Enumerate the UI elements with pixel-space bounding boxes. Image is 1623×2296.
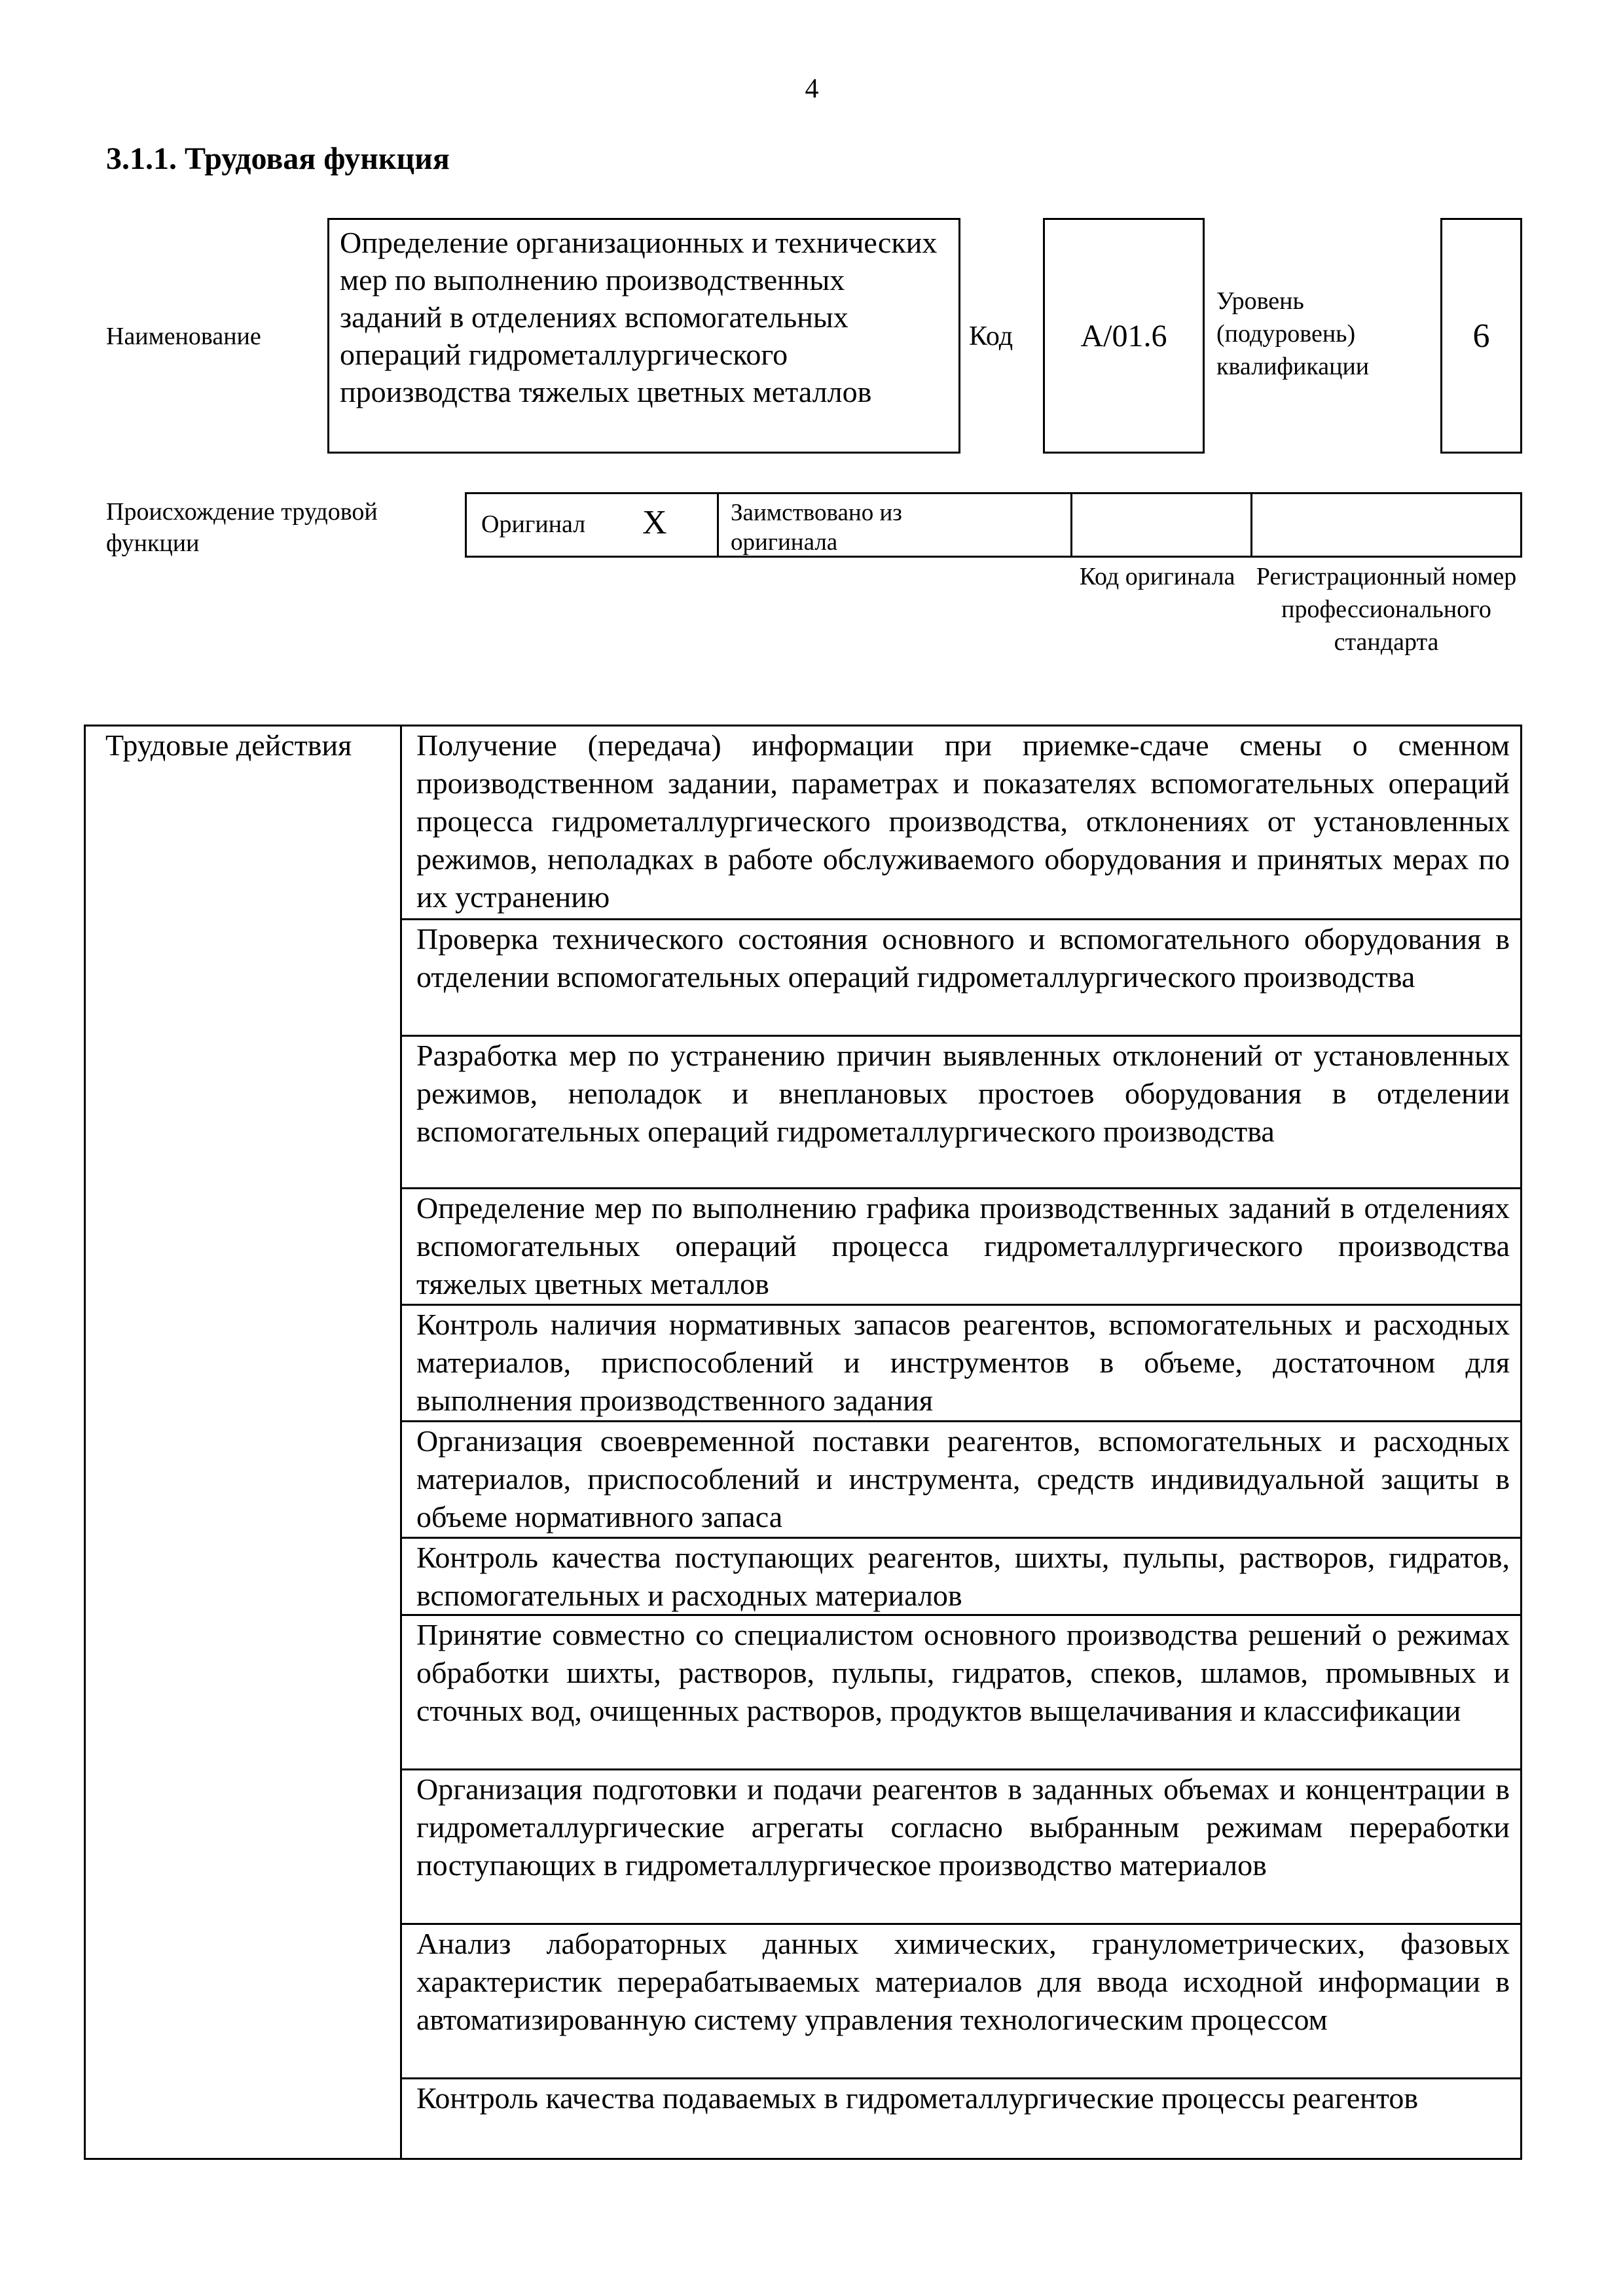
- origin-table: [465, 492, 1522, 558]
- code-box: [1043, 218, 1205, 454]
- action-row: Контроль качества поступающих реагентов, шихты, пульпы, растворов, гидратов, вспомогательных и расходных материалов: [402, 1539, 1520, 1616]
- function-name-box: [327, 218, 960, 454]
- function-name: Определение организационных и технических мер по выполнению производственных заданий в отделениях вспомогательных операций гидрометаллургического производства тяжелых цветных металлов: [340, 226, 938, 408]
- level-value: 6: [1472, 317, 1490, 355]
- action-row: Получение (передача) информации при приемке-сдаче смены о сменном производственном задании, параметрах и показателях вспомогательных операций процесса гидрометаллургического производства, отклонениях от установленных режимов, неполадках в работе обслуживаемого оборудования и принятых мерах по их устранению: [402, 726, 1520, 920]
- name-label: Наименование: [106, 323, 261, 350]
- code-value: A/01.6: [1080, 318, 1167, 353]
- original-mark: X: [642, 504, 667, 541]
- action-row: Организация подготовки и подачи реагентов в заданных объемах и концентрации в гидрометаллургические агрегаты согласно выбранным режимам переработки поступающих в гидрометаллургическое производство материалов: [402, 1770, 1520, 1925]
- action-row: Определение мер по выполнению графика производственных заданий в отделениях вспомогательных операций процесса гидрометаллургического производства тяжелых цветных металлов: [402, 1189, 1520, 1306]
- section-heading: 3.1.1. Трудовая функция: [106, 141, 450, 176]
- action-row: Анализ лабораторных данных химических, гранулометрических, фазовых характеристик перерабатываемых материалов для ввода исходной информации в автоматизированную систему управления технологическим процессом: [402, 1925, 1520, 2079]
- action-row: Контроль качества подаваемых в гидрометаллургические процессы реагентов: [416, 2081, 1419, 2115]
- original-code-cell: [1072, 494, 1252, 556]
- labor-actions-label: Трудовые действия: [105, 728, 352, 762]
- labor-actions-table: [84, 725, 1522, 2160]
- registration-number-cell: [1252, 494, 1524, 556]
- level-label: Уровень (подуровень) квалификации: [1216, 287, 1370, 380]
- labor-actions-list: [402, 726, 1520, 2158]
- action-row: Разработка мер по устранению причин выявленных отклонений от установленных режимов, неполадок и внеплановых простоев оборудования в отделении вспомогательных операций гидрометаллургического производства: [402, 1037, 1520, 1189]
- original-label: Оригинал: [481, 511, 586, 538]
- origin-label: Происхождение трудовой функции: [106, 498, 378, 557]
- action-row: Организация своевременной поставки реагентов, вспомогательных и расходных материалов, приспособлений и инструмента, средств индивидуальной защиты в объеме нормативного запаса: [402, 1422, 1520, 1539]
- borrowed-cell: [719, 494, 1072, 556]
- page-number: 4: [805, 74, 819, 104]
- action-row: Принятие совместно со специалистом основного производства решений о режимах обработки шихты, растворов, пульпы, гидратов, спеков, шламов, промывных и сточных вод, очищенных растворов, продуктов выщелачивания и классификации: [402, 1616, 1520, 1770]
- registration-number-caption: Регистрационный номер профессионального стандарта: [1256, 563, 1517, 656]
- level-box: [1440, 218, 1522, 454]
- code-label: Код: [969, 321, 1013, 351]
- original-code-caption: Код оригинала: [1079, 563, 1235, 590]
- labor-actions-label-cell: [86, 726, 402, 2158]
- borrowed-label: Заимствовано из оригинала: [731, 499, 902, 556]
- action-row: Проверка технического состояния основного и вспомогательного оборудования в отделении вспомогательных операций гидрометаллургического производства: [402, 920, 1520, 1037]
- action-row: Контроль наличия нормативных запасов реагентов, вспомогательных и расходных материалов, приспособлений и инструментов в объеме, достаточном для выполнения производственного задания: [402, 1306, 1520, 1422]
- original-cell: [467, 494, 719, 556]
